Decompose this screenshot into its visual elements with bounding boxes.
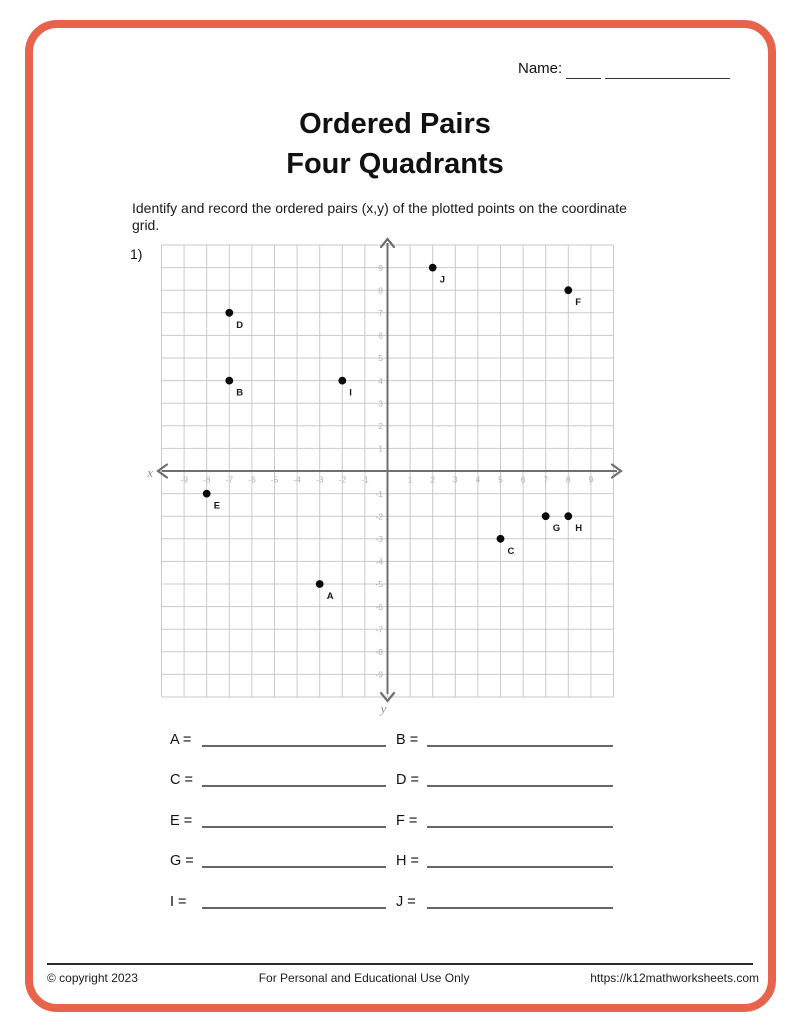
point-label-D: D xyxy=(236,319,244,331)
answer-label-G: G = xyxy=(170,853,194,870)
y-tick-label: 6 xyxy=(378,330,383,341)
answer-section xyxy=(170,728,620,930)
answer-label-B: B = xyxy=(396,732,419,748)
y-tick-label: 3 xyxy=(378,398,383,409)
point-label-I: I xyxy=(349,387,352,399)
point-E xyxy=(203,490,211,498)
answer-row xyxy=(170,849,620,889)
x-tick-label: -3 xyxy=(315,474,324,485)
y-tick-label: -1 xyxy=(375,488,383,499)
y-tick-label: -7 xyxy=(375,624,383,635)
answer-label-F: F = xyxy=(396,812,418,829)
x-axis-label: x xyxy=(147,465,153,480)
point-label-H: H xyxy=(575,523,583,535)
footer-usage: For Personal and Educational Use Only xyxy=(258,971,470,985)
y-axis-label: y xyxy=(380,701,387,716)
footer-url[interactable]: https://k12mathworksheets.com xyxy=(590,971,759,985)
x-tick-label: 2 xyxy=(430,474,436,485)
x-tick-label: -2 xyxy=(338,474,347,485)
answer-row xyxy=(170,728,620,768)
name-field-row xyxy=(518,60,730,79)
x-tick-label: 9 xyxy=(588,474,594,485)
answer-label-C: C = xyxy=(170,772,193,789)
name-blank-line-long[interactable] xyxy=(605,61,730,79)
y-tick-label: -4 xyxy=(375,556,383,567)
point-H xyxy=(564,512,572,520)
answer-label-H: H = xyxy=(396,853,419,870)
y-tick-label: -3 xyxy=(375,534,383,544)
answer-blank-A[interactable] xyxy=(202,729,386,747)
answer-blank-H[interactable] xyxy=(427,850,613,868)
answer-blank-F[interactable] xyxy=(427,810,613,828)
answer-blank-G[interactable] xyxy=(202,850,386,868)
x-tick-label: -6 xyxy=(248,474,256,485)
answer-blank-B[interactable] xyxy=(427,729,613,747)
page-title xyxy=(0,104,790,184)
point-G xyxy=(542,512,550,520)
x-tick-label: 3 xyxy=(452,474,458,485)
answer-blank-I[interactable] xyxy=(202,891,386,909)
y-tick-label: -6 xyxy=(375,601,383,612)
answer-row xyxy=(170,768,620,808)
x-tick-label: 5 xyxy=(498,474,503,485)
answer-label-D: D = xyxy=(396,772,419,789)
answer-label-I: I = xyxy=(170,893,187,910)
x-tick-label: 4 xyxy=(475,474,481,485)
y-tick-label: 9 xyxy=(378,262,383,273)
point-label-A: A xyxy=(326,591,334,602)
x-tick-label: -8 xyxy=(202,474,211,485)
y-tick-label: -9 xyxy=(375,669,383,680)
point-F xyxy=(564,286,572,294)
coordinate-grid xyxy=(146,232,642,718)
footer-copyright: © copyright 2023 xyxy=(47,971,138,985)
y-tick-label: 2 xyxy=(378,421,383,431)
y-tick-label: 4 xyxy=(378,375,383,386)
answer-label-J: J = xyxy=(396,893,416,910)
answer-blank-E[interactable] xyxy=(202,810,386,828)
x-tick-label: 7 xyxy=(543,474,549,485)
x-tick-label: -7 xyxy=(225,474,234,485)
answer-label-A: A = xyxy=(170,732,192,748)
x-tick-label: 8 xyxy=(565,474,571,485)
name-label: Name: xyxy=(518,60,563,77)
y-tick-label: 8 xyxy=(378,285,383,296)
answer-label-E: E = xyxy=(170,812,193,829)
page-title-line1: Ordered Pairs xyxy=(299,108,491,140)
point-label-G: G xyxy=(552,523,561,535)
point-B xyxy=(225,377,233,385)
point-J xyxy=(429,264,437,272)
y-tick-label: -8 xyxy=(375,647,383,657)
point-A xyxy=(316,580,324,588)
name-blank-line-short[interactable] xyxy=(566,61,601,79)
page-title-line2: Four Quadrants xyxy=(286,148,504,180)
x-tick-label: -1 xyxy=(361,474,369,485)
footer-divider xyxy=(47,963,753,965)
point-label-B: B xyxy=(236,387,244,399)
x-tick-label: -9 xyxy=(180,474,188,485)
point-label-J: J xyxy=(439,274,445,286)
x-tick-label: -4 xyxy=(293,474,301,485)
answer-row xyxy=(170,809,620,849)
point-label-F: F xyxy=(575,297,582,309)
point-C xyxy=(497,535,505,543)
answer-blank-D[interactable] xyxy=(427,769,613,787)
point-label-C: C xyxy=(507,545,515,557)
answer-row xyxy=(170,890,620,930)
answer-blank-J[interactable] xyxy=(427,891,613,909)
y-tick-label: -5 xyxy=(375,579,383,590)
y-tick-label: 5 xyxy=(378,353,383,364)
point-I xyxy=(338,377,346,385)
footer xyxy=(47,971,759,985)
y-tick-label: 7 xyxy=(378,308,383,318)
problem-number: 1) xyxy=(130,246,143,262)
y-tick-label: 1 xyxy=(378,443,383,454)
point-D xyxy=(225,309,233,317)
x-tick-label: 1 xyxy=(407,474,413,485)
x-tick-label: -5 xyxy=(270,474,279,485)
instructions-text: Identify and record the ordered pairs (x,y) of the plotted points on the coordinate grid. xyxy=(132,200,627,233)
point-label-E: E xyxy=(213,500,221,512)
answer-blank-C[interactable] xyxy=(202,769,386,787)
y-tick-label: -2 xyxy=(375,511,383,522)
x-tick-label: 6 xyxy=(520,474,526,485)
